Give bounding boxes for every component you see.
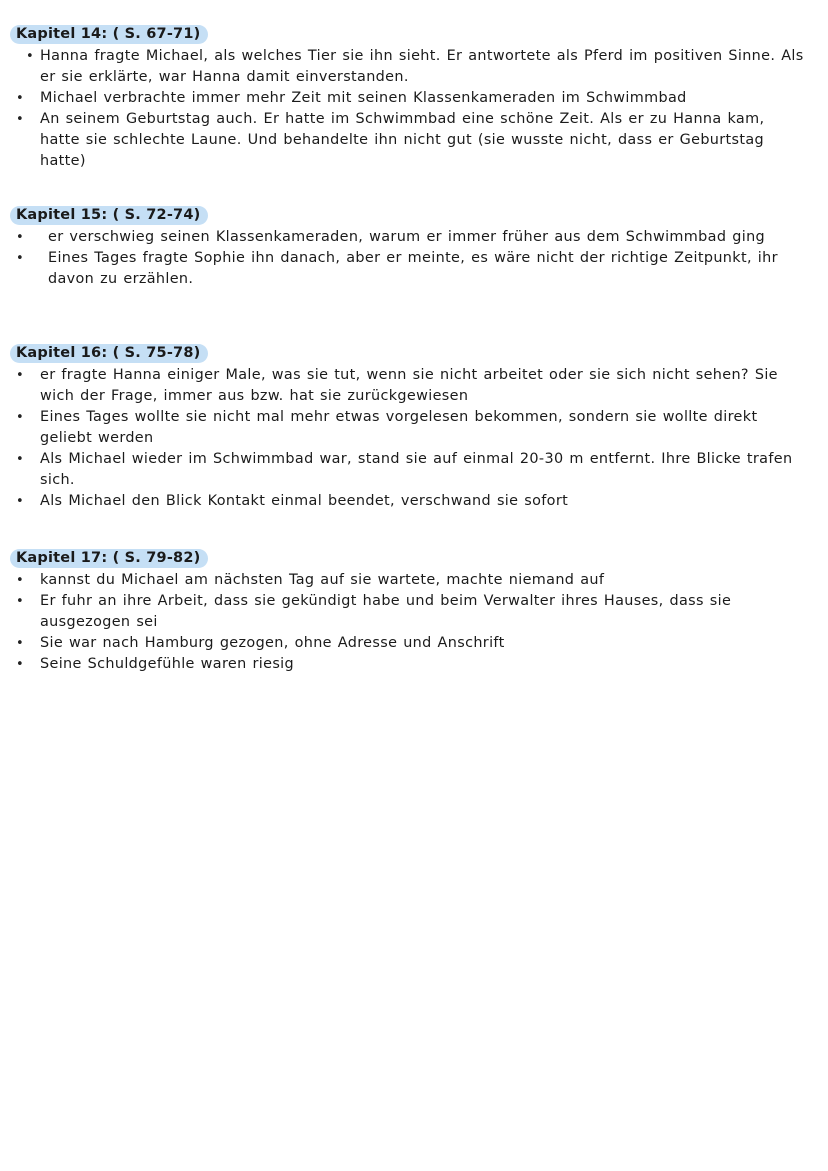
list-item-text: er fragte Hanna einiger Male, was sie tut, wenn sie nicht arbeitet oder sie sich nicht sehen? Sie wich der Frage, immer aus bzw. hat sie zurückgewiesen (40, 367, 778, 404)
list-item (10, 227, 810, 248)
chapter-14-list (10, 46, 810, 172)
chapter-15-heading: Kapitel 15: ( S. 72-74) (10, 206, 208, 225)
list-item (10, 248, 810, 290)
list-item-text: Als Michael den Blick Kontakt einmal beendet, verschwand sie sofort (40, 493, 569, 509)
bullet-icon: • (16, 494, 25, 509)
chapter-14-heading: Kapitel 14: ( S. 67-71) (10, 25, 208, 44)
list-item (10, 88, 810, 109)
chapter-15-section (10, 204, 810, 290)
list-item-text: Eines Tages fragte Sophie ihn danach, aber er meinte, es wäre nicht der richtige Zeitpunkt, ihr davon zu erzählen. (48, 250, 778, 287)
list-item-text: Als Michael wieder im Schwimmbad war, stand sie auf einmal 20-30 m entfernt. Ihre Blicke trafen sich. (40, 451, 793, 488)
chapter-16-heading: Kapitel 16: ( S. 75-78) (10, 344, 208, 363)
bullet-icon: • (16, 91, 25, 106)
list-item-text: Er fuhr an ihre Arbeit, dass sie gekündigt habe und beim Verwalter ihres Hauses, dass sie ausgezogen sei (40, 593, 732, 630)
list-item (10, 46, 810, 88)
list-item (10, 491, 810, 512)
chapter-16-section (10, 342, 810, 512)
chapter-17-heading: Kapitel 17: ( S. 79-82) (10, 549, 208, 568)
list-item-text: An seinem Geburtstag auch. Er hatte im Schwimmbad eine schöne Zeit. Als er zu Hanna kam, hatte sie schlechte Laune. Und behandelte ihn nicht gut (sie wusste nicht, dass er Geburtstag hatte) (40, 111, 765, 169)
list-item (10, 633, 810, 654)
bullet-icon: • (26, 49, 35, 64)
list-item (10, 591, 810, 633)
bullet-icon: • (16, 112, 25, 127)
list-item-text: er verschwieg seinen Klassenkameraden, warum er immer früher aus dem Schwimmbad ging (48, 229, 766, 245)
chapter-15-list (10, 227, 810, 290)
bullet-icon: • (16, 452, 25, 467)
list-item-text: Seine Schuldgefühle waren riesig (40, 656, 295, 672)
bullet-icon: • (16, 410, 25, 425)
bullet-icon: • (16, 230, 25, 245)
chapter-14-section (10, 23, 810, 172)
bullet-icon: • (16, 636, 25, 651)
chapter-16-list (10, 365, 810, 512)
list-item (10, 365, 810, 407)
bullet-icon: • (16, 657, 25, 672)
list-item-text: Hanna fragte Michael, als welches Tier sie ihn sieht. Er antwortete als Pferd im positiven Sinne. Als er sie erklärte, war Hanna damit einverstanden. (40, 48, 804, 85)
list-item (10, 109, 810, 172)
bullet-icon: • (16, 368, 25, 383)
bullet-icon: • (16, 594, 25, 609)
list-item-text: kannst du Michael am nächsten Tag auf sie wartete, machte niemand auf (40, 572, 605, 588)
list-item-text: Eines Tages wollte sie nicht mal mehr etwas vorgelesen bekommen, sondern sie wollte direkt geliebt werden (40, 409, 758, 446)
chapter-17-list (10, 570, 810, 675)
list-item (10, 570, 810, 591)
list-item (10, 654, 810, 675)
chapter-17-section (10, 547, 810, 675)
list-item-text: Michael verbrachte immer mehr Zeit mit seinen Klassenkameraden im Schwimmbad (40, 90, 687, 106)
bullet-icon: • (16, 251, 25, 266)
bullet-icon: • (16, 573, 25, 588)
list-item (10, 407, 810, 449)
list-item-text: Sie war nach Hamburg gezogen, ohne Adresse und Anschrift (40, 635, 505, 651)
list-item (10, 449, 810, 491)
